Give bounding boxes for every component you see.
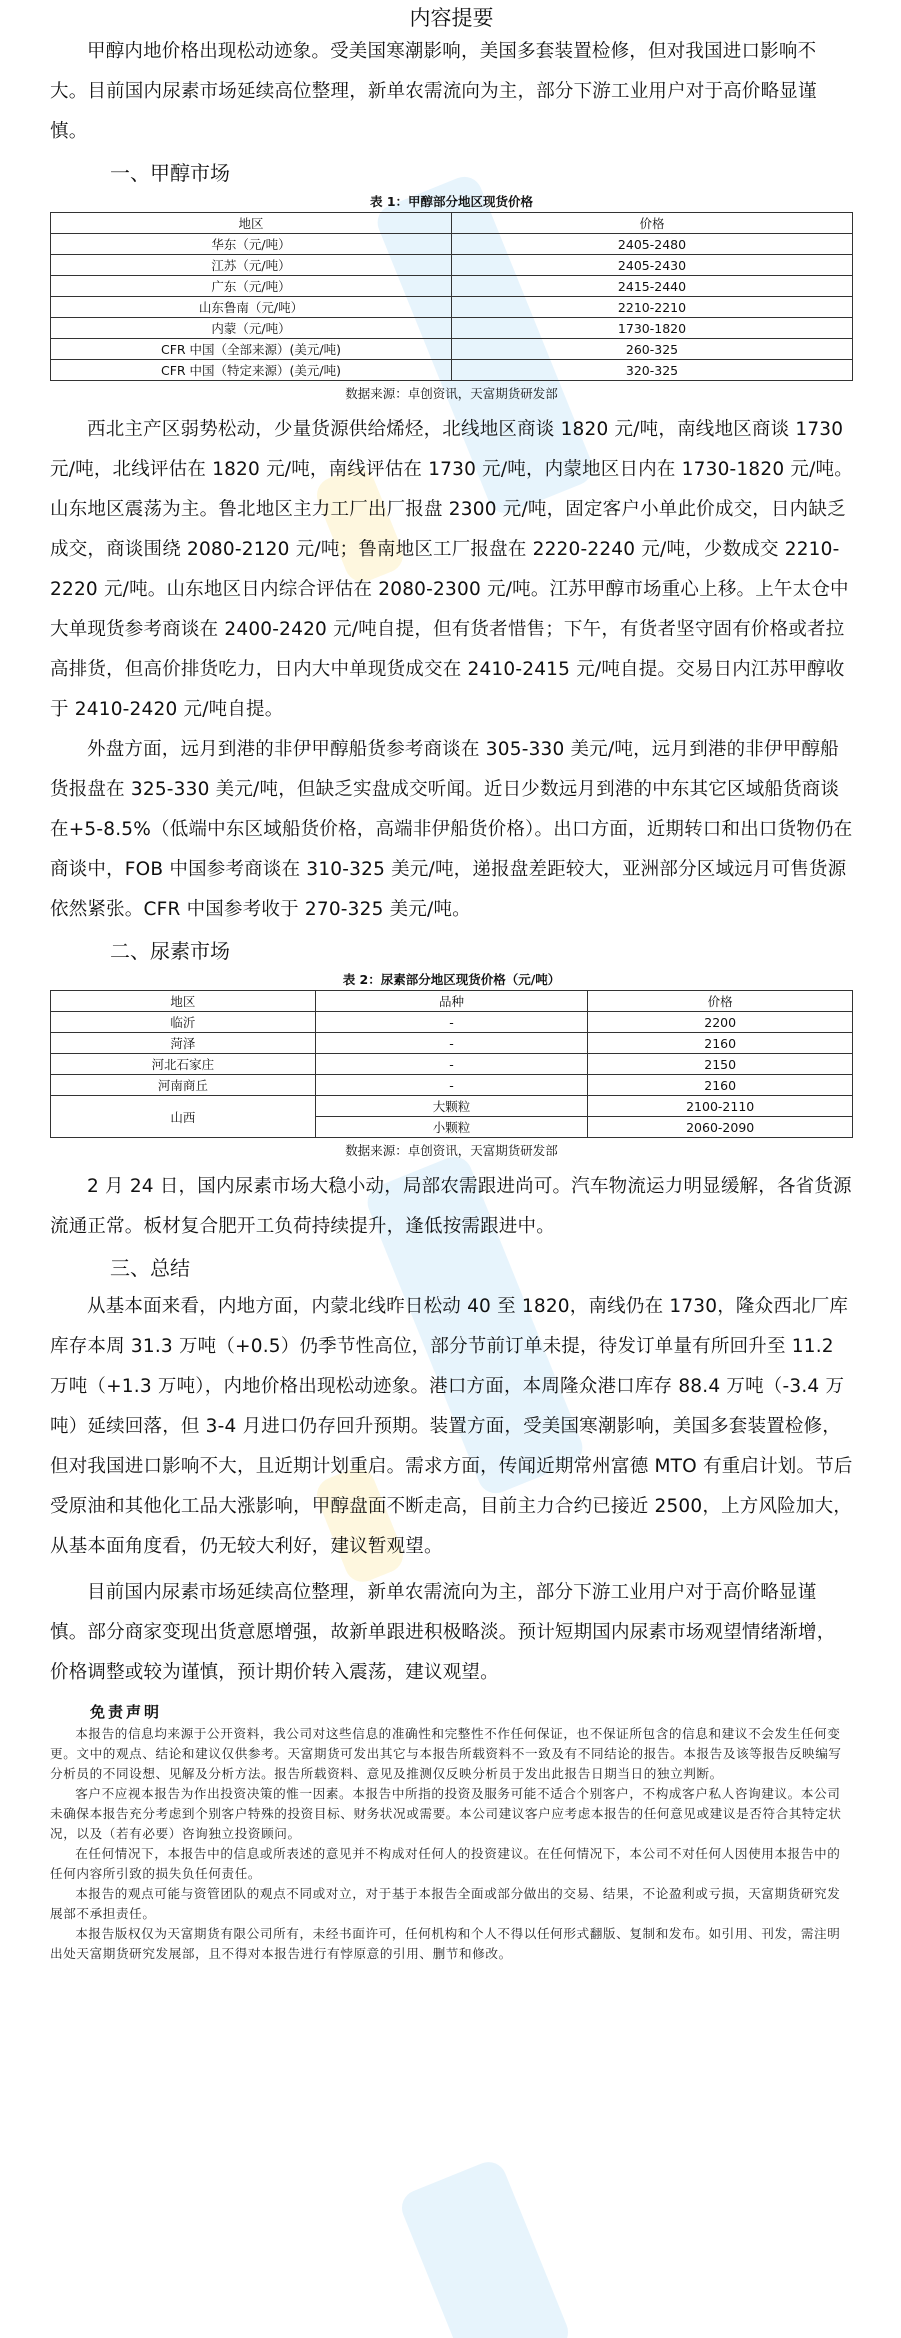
price-cell: 320-325 — [452, 360, 853, 381]
conclusion-paragraph: 从基本面来看，内地方面，内蒙北线昨日松动 40 至 1820，南线仍在 1730，隆众西北厂库库存本周 31.3 万吨（+0.5）仍季节性高位，部分节前订单未提，待发订单量有所回升至 11.2 万吨（+1.3 万吨），内地价格出现松动迹象。港口方面，本周隆众港口库存 88.4 万吨（-3.4 万吨）延续回落，但 3-4 月进口仍存回升预期。装置方面，受美国寒潮影响，美国多套装置检修，但对我国进口影响不大，且近期计划重启。需求方面，传闻近期常州富德 MTO 有重启计划。节后受原油和其他化工品大涨影响，甲醇盘面不断走高，目前主力合约已接近 2500，上方风险加大，从基本面角度看，仍无较大利好，建议暂观望。 — [50, 1296, 853, 1557]
table-row — [51, 1012, 853, 1033]
variety-cell: 大颗粒 — [315, 1096, 588, 1117]
disclaimer-paragraph: 客户不应视本报告为作出投资决策的惟一因素。本报告中所指的投资及服务可能不适合个别客户，不构成客户私人咨询建议。本公司未确保本报告充分考虑到个别客户特殊的投资目标、财务状况或需要。本公司建议客户应考虑本报告的任何意见或建议是否符合其特定状况，以及（若有必要）咨询独立投资顾问。 — [50, 1786, 842, 1841]
page-title: 内容提要 — [409, 6, 494, 30]
variety-cell: - — [315, 1012, 588, 1033]
urea-table-source: 数据来源：卓创资讯，天富期货研发部 — [345, 1143, 558, 1158]
region-cell: 临沂 — [51, 1012, 316, 1033]
price-cell: 2405-2430 — [452, 255, 853, 276]
disclaimer-paragraph: 在任何情况下，本报告中的信息或所表述的意见并不构成对任何人的投资建议。在任何情况下，本公司不对任何人因使用本报告中的任何内容所引致的损失负任何责任。 — [50, 1846, 841, 1881]
conclusion-heading: 三、总结 — [110, 1256, 190, 1280]
urea-paragraph: 2 月 24 日，国内尿素市场大稳小动，局部农需跟进尚可。汽车物流运力明显缓解，各省货源流通正常。板材复合肥开工负荷持续提升，逢低按需跟进中。 — [50, 1176, 852, 1237]
disclaimer-paragraph: 本报告的观点可能与资管团队的观点不同或对立，对于基于本报告全面或部分做出的交易、结果，不论盈利或亏损，天富期货研究发展部不承担责任。 — [50, 1886, 841, 1921]
region-cell: 河北石家庄 — [51, 1054, 316, 1075]
table-row — [51, 234, 853, 255]
table-row — [51, 255, 853, 276]
region-cell: 菏泽 — [51, 1033, 316, 1054]
table-header: 价格 — [588, 991, 853, 1012]
price-cell: 2100-2110 — [588, 1096, 853, 1117]
price-cell: 2060-2090 — [588, 1117, 853, 1138]
conclusion-paragraph: 目前国内尿素市场延续高位整理，新单农需流向为主，部分下游工业用户对于高价略显谨慎。部分商家变现出货意愿增强，故新单跟进积极略淡。预计短期国内尿素市场观望情绪渐增，价格调整或较为谨慎，预计期价转入震荡，建议观望。 — [50, 1582, 836, 1683]
table-row — [51, 1096, 853, 1117]
table-row — [51, 318, 853, 339]
urea-heading: 二、尿素市场 — [110, 939, 230, 963]
price-cell: 2415-2440 — [452, 276, 853, 297]
price-cell: 2200 — [588, 1012, 853, 1033]
methanol-heading: 一、甲醇市场 — [110, 161, 230, 185]
variety-cell: 小颗粒 — [315, 1117, 588, 1138]
price-cell: 2150 — [588, 1054, 853, 1075]
table-row — [51, 1054, 853, 1075]
methanol-table-title: 表 1：甲醇部分地区现货价格 — [369, 194, 534, 209]
urea-table-title: 表 2：尿素部分地区现货价格（元/吨） — [342, 972, 561, 987]
variety-cell: - — [315, 1054, 588, 1075]
region-cell: 江苏（元/吨） — [51, 255, 452, 276]
watermark-shape — [397, 2157, 574, 2338]
region-cell: CFR 中国（全部来源）(美元/吨) — [51, 339, 452, 360]
price-cell: 260-325 — [452, 339, 853, 360]
summary-paragraph: 甲醇内地价格出现松动迹象。受美国寒潮影响，美国多套装置检修，但对我国进口影响不大。目前国内尿素市场延续高位整理，新单农需流向为主，部分下游工业用户对于高价略显谨慎。 — [50, 41, 817, 142]
price-cell: 2405-2480 — [452, 234, 853, 255]
table-row — [51, 360, 853, 381]
table-header: 地区 — [51, 213, 452, 234]
methanol-price-table — [50, 212, 853, 381]
table-header: 地区 — [51, 991, 316, 1012]
table-row — [51, 276, 853, 297]
price-cell: 2160 — [588, 1033, 853, 1054]
urea-price-table — [50, 990, 853, 1138]
table-header: 品种 — [315, 991, 588, 1012]
price-cell: 1730-1820 — [452, 318, 853, 339]
price-cell: 2210-2210 — [452, 297, 853, 318]
methanol-table-source: 数据来源：卓创资讯，天富期货研发部 — [345, 386, 558, 401]
variety-cell: - — [315, 1033, 588, 1054]
region-cell: 内蒙（元/吨） — [51, 318, 452, 339]
variety-cell: - — [315, 1075, 588, 1096]
region-cell: 河南商丘 — [51, 1075, 316, 1096]
region-cell: 广东（元/吨） — [51, 276, 452, 297]
disclaimer-title: 免责声明 — [90, 1703, 163, 1721]
table-row — [51, 1075, 853, 1096]
table-row — [51, 1033, 853, 1054]
region-cell: 山西 — [51, 1096, 316, 1138]
price-cell: 2160 — [588, 1075, 853, 1096]
region-cell: CFR 中国（特定来源）(美元/吨) — [51, 360, 452, 381]
region-cell: 华东（元/吨） — [51, 234, 452, 255]
methanol-paragraph: 西北主产区弱势松动，少量货源供给烯烃，北线地区商谈 1820 元/吨，南线地区商谈 1730 元/吨，北线评估在 1820 元/吨，南线评估在 1730 元/吨，内蒙地区日内在 1730-1820 元/吨。山东地区震荡为主。鲁北地区主力工厂出厂报盘 2300 元/吨，固定客户小单此价成交，日内缺乏成交，商谈围绕 2080-2120 元/吨；鲁南地区工厂报盘在 2220-2240 元/吨，少数成交 2210-2220 元/吨。山东地区日内综合评估在 2080-2300 元/吨。江苏甲醇市场重心上移。上午太仓中大单现货参考商谈在 2400-2420 元/吨自提，但有货者惜售；下午，有货者坚守固有价格或者拉高排货，但高价排货吃力，日内大中单现货成交在 2410-2415 元/吨自提。交易日内江苏甲醇收于 2410-2420 元/吨自提。 — [50, 419, 853, 720]
table-row — [51, 297, 853, 318]
table-header: 价格 — [452, 213, 853, 234]
table-row — [51, 339, 853, 360]
methanol-paragraph: 外盘方面，远月到港的非伊甲醇船货参考商谈在 305-330 美元/吨，远月到港的非伊甲醇船货报盘在 325-330 美元/吨，但缺乏实盘成交听闻。近日少数远月到港的中东其它区域船货商谈在+5-8.5%（低端中东区域船货价格，高端非伊船货价格）。出口方面，近期转口和出口货物仍在商谈中，FOB 中国参考商谈在 310-325 美元/吨，递报盘差距较大，亚洲部分区域远月可售货源依然紧张。CFR 中国参考收于 270-325 美元/吨。 — [50, 739, 853, 920]
disclaimer-paragraph: 本报告的信息均来源于公开资料，我公司对这些信息的准确性和完整性不作任何保证，也不保证所包含的信息和建议不会发生任何变更。文中的观点、结论和建议仅供参考。天富期货可发出其它与本报告所载资料不一致及有不同结论的报告。本报告及该等报告反映编写分析员的不同设想、见解及分析方法。报告所载资料、意见及推测仅反映分析员于发出此报告日期当日的独立判断。 — [50, 1726, 842, 1781]
region-cell: 山东鲁南（元/吨） — [51, 297, 452, 318]
disclaimer-paragraph: 本报告版权仅为天富期货有限公司所有，未经书面许可，任何机构和个人不得以任何形式翻版、复制和发布。如引用、刊发，需注明出处天富期货研究发展部，且不得对本报告进行有悖原意的引用、删节和修改。 — [50, 1926, 841, 1961]
